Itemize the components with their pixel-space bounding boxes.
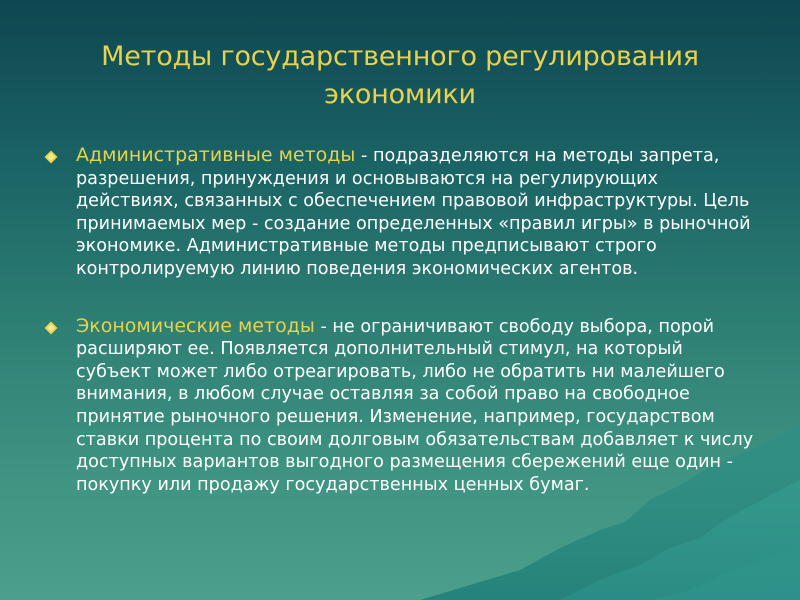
slide-title-line-1: Методы государственного регулирования	[101, 41, 699, 72]
diamond-bullet-icon	[44, 150, 58, 164]
bullet-paragraph	[76, 315, 755, 497]
slide-title-line-2: экономики	[324, 79, 476, 110]
bullet-item	[40, 144, 755, 281]
diamond-bullet-icon	[44, 321, 58, 335]
bullet-body: - не ограничивают свободу выбора, порой расширяют ее. Появляется дополнительный стимул, на который субъект может либо отреагировать, либо не обратить ни малейшего внимания, в любом случае оставляя за собой право на свободное принятие рыночного решения. Изменение, например, государством ставки процента по своим долговым обязательствам добавляет к числу доступных вариантов выгодного размещения сбережений еще один - покупку или продажу государственных ценных бумаг.	[76, 316, 754, 495]
slide-title	[50, 38, 750, 114]
bullet-term: Экономические методы	[76, 314, 315, 337]
bullet-list	[40, 144, 755, 530]
bullet-paragraph	[76, 144, 755, 281]
bullet-term: Административные методы	[76, 144, 356, 166]
bullet-item	[40, 315, 755, 497]
bullet-body: - подразделяются на методы запрета, разрешения, принуждения и основываются на регулирующих действиях, связанных с обеспечением правовой инфраструктуры. Цель принимаемых мер - создание определенных «правил игры» в рыночной экономике. Административные методы предписывают строго контролируемую линию поведения экономических агентов.	[76, 146, 751, 279]
